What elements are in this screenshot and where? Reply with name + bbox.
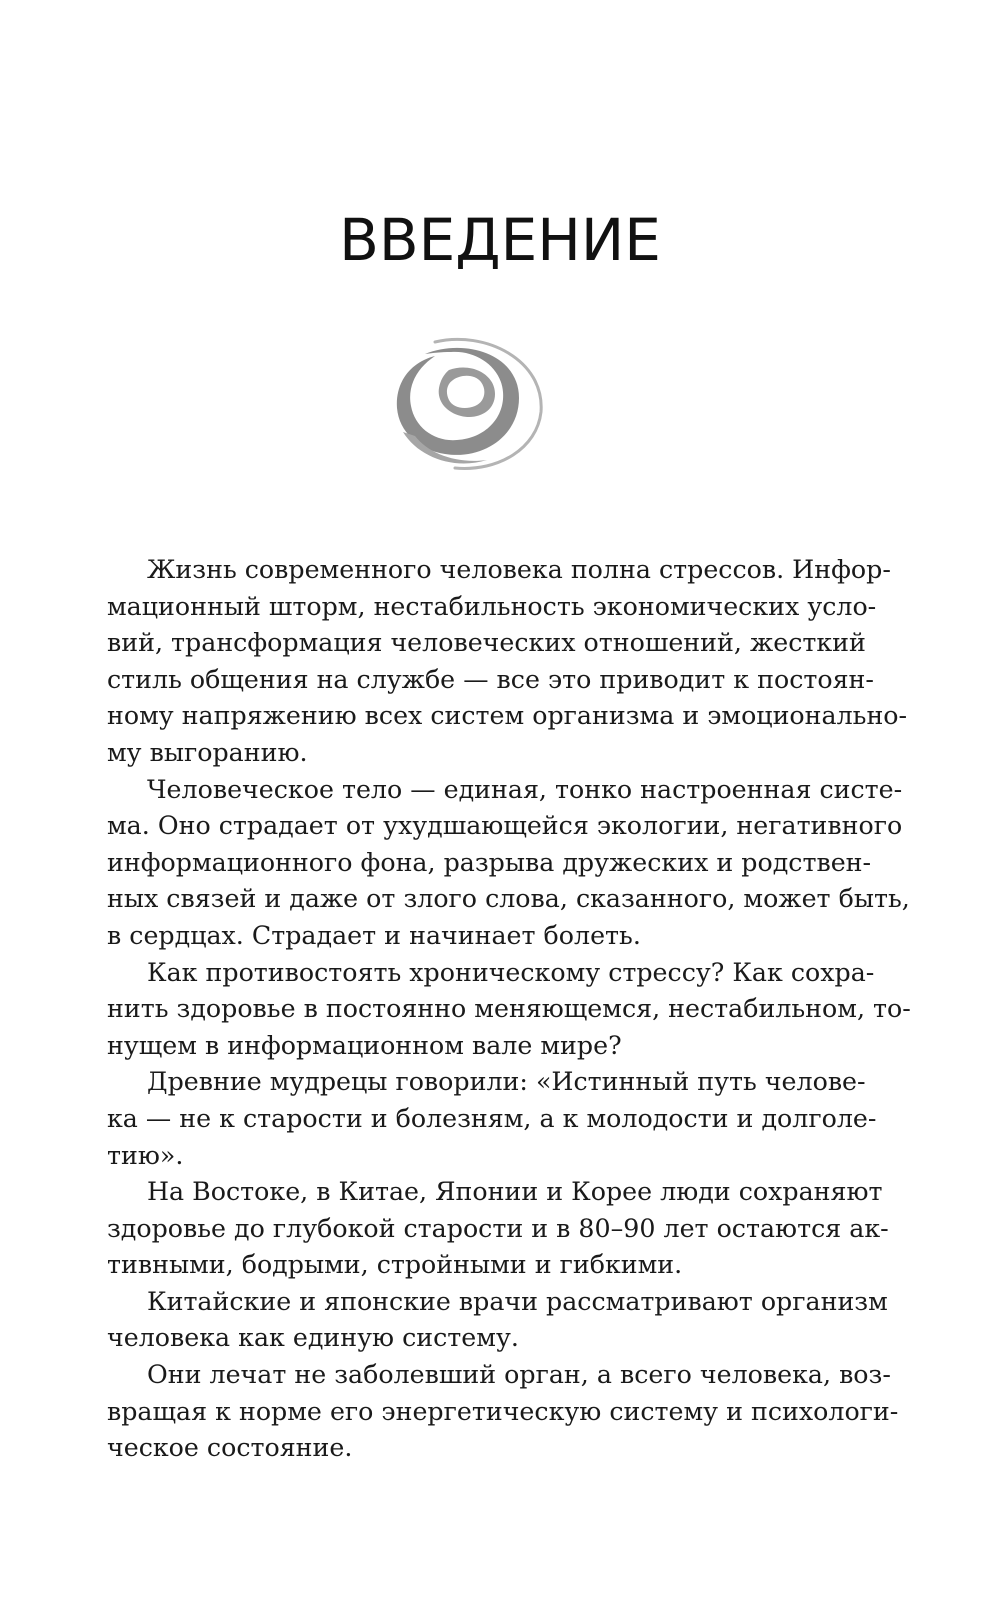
swirl-icon	[395, 336, 555, 476]
text-line: ческое состояние.	[107, 1433, 353, 1463]
text-line: в сердцах. Страдает и начинает болеть.	[107, 920, 641, 950]
text-line: Жизнь современного человека полна стрессов. Инфор-	[147, 555, 891, 584]
text-line: тию».	[107, 1140, 184, 1170]
text-line: здоровье до глубокой старости и в 80–90 лет остаются ак-	[107, 1213, 889, 1243]
text-line: нить здоровье в постоянно меняющемся, нестабильном, то-	[107, 994, 911, 1024]
paragraph	[107, 1284, 888, 1357]
text-line: Они лечат не заболевший орган, а всего человека, воз-	[147, 1360, 891, 1390]
paragraph	[107, 1174, 889, 1284]
text-line: му выгоранию.	[107, 737, 308, 767]
swirl-inner-loop	[439, 367, 495, 417]
chapter-title: ВВЕДЕНИЕ	[339, 206, 661, 274]
text-line: вращая к норме его энергетическую систему и психологи-	[107, 1396, 899, 1426]
text-line: информационного фона, разрыва дружеских и родствен-	[107, 847, 872, 877]
text-line: человека как единую систему.	[107, 1323, 519, 1353]
paragraph	[107, 1064, 877, 1174]
paragraph	[107, 1357, 899, 1467]
text-line: ка — не к старости и болезням, а к молодости и долголе-	[107, 1103, 877, 1133]
paragraph	[107, 955, 911, 1065]
text-line: ма. Оно страдает от ухудшающейся экологии, негативного	[107, 811, 903, 841]
text-line: Китайские и японские врачи рассматривают организм	[147, 1286, 888, 1316]
text-line: Древние мудрецы говорили: «Истинный путь человe-	[147, 1067, 866, 1097]
text-line: тивными, бодрыми, стройными и гибкими.	[107, 1250, 683, 1280]
text-line: ному напряжению всех систем организма и эмоционально-	[107, 701, 908, 731]
text-line: мационный шторм, нестабильность экономических усло-	[107, 591, 877, 621]
text-line: ных связей и даже от злого слова, сказанного, может быть,	[107, 884, 910, 914]
text-line: нущем в информационном вале мире?	[107, 1030, 622, 1060]
paragraph	[107, 552, 908, 772]
text-line: Как противостоять хроническому стрессу? Как сохра-	[147, 957, 875, 987]
text-line: стиль общения на службе — все это приводит к постоян-	[107, 664, 874, 694]
text-line: Человеческое тело — единая, тонко настроенная систе-	[147, 774, 903, 804]
introduction-text	[107, 552, 911, 1467]
text-line: На Востоке, в Китае, Японии и Корее люди сохраняют	[147, 1177, 883, 1207]
text-line: вий, трансформация человеческих отношений, жесткий	[107, 628, 866, 658]
paragraph	[107, 772, 910, 955]
